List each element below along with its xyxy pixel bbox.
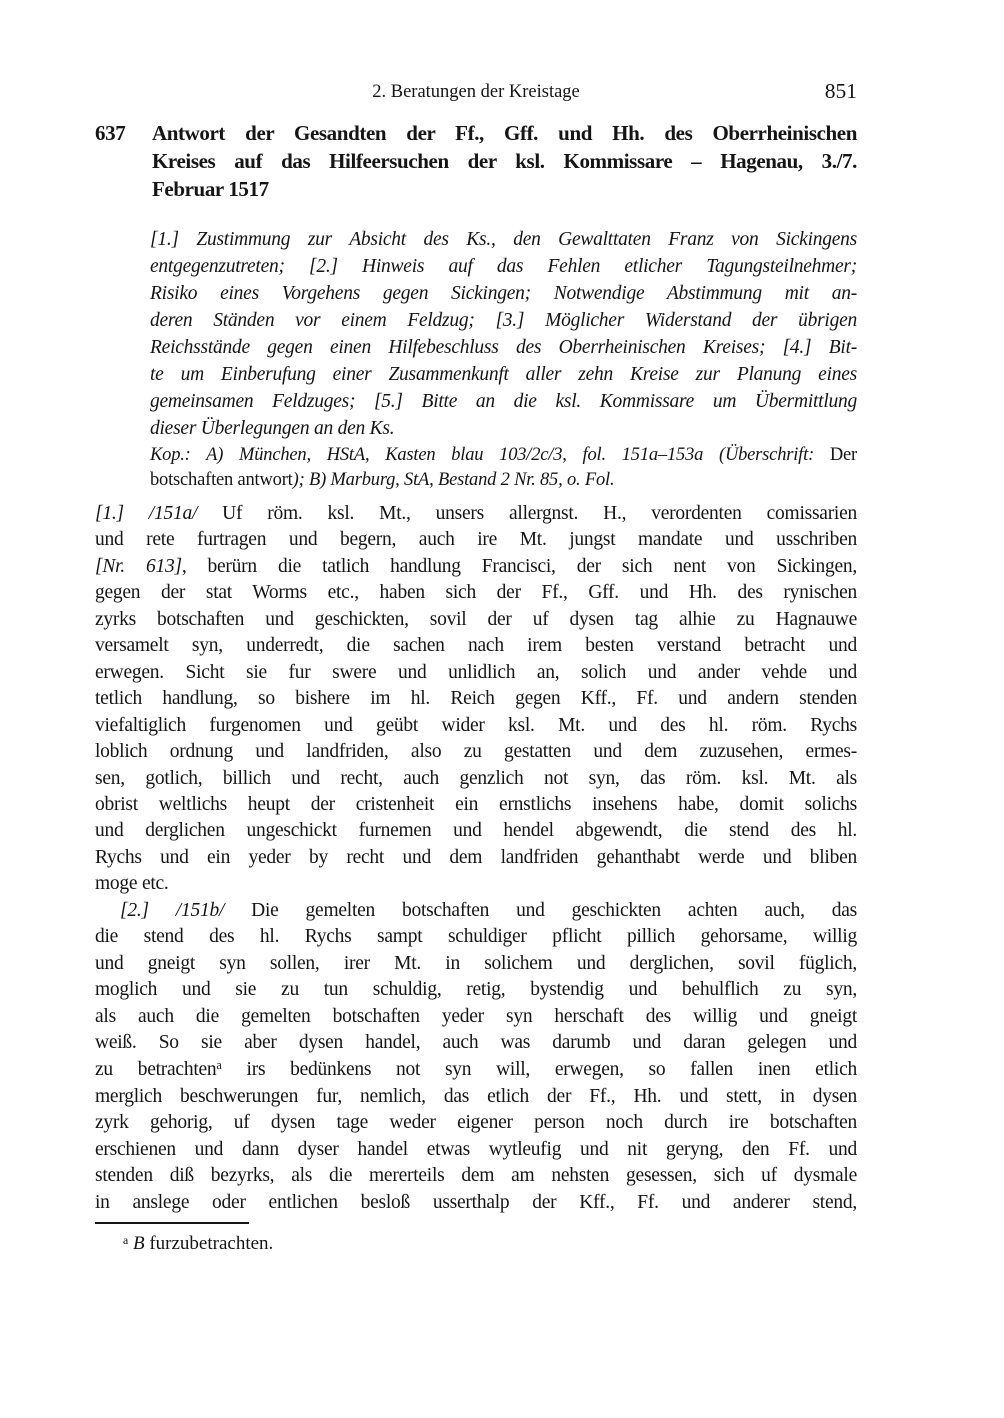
text-line: Februar 1517 [152,177,269,201]
text-line: als auch die gemelten botschaften yeder syn herschaft des willig und gneigt [95,1005,857,1027]
text-line: moglich und sie zu tun schuldig, retig, bystendig und behulflich zu syn, [95,979,857,1001]
summary-regest [150,226,857,442]
text-line: zyrk gehorig, uf dysen tage weder eigener person noch durch ire botschaften [95,1112,857,1134]
text-line: viefaltiglich furgenomen und geübt wider ksl. Mt. und des hl. röm. Rychs [95,714,857,736]
text-line: stenden diß bezyrks, als die mererteils dem am nehsten gesessen, sich uf dysmale [95,1165,857,1187]
text-line: Reichsstände gegen einen Hilfebeschluss des Oberrheinischen Kreises; [4.] Bit- [150,337,857,358]
text-line: Antwort der Gesandten der Ff., Gff. und Hh. des Oberrheinischen [152,121,857,145]
text-line: weiß. So sie aber dysen handel, auch was darumb und daran gelegen und [95,1032,857,1054]
footnote-rule [95,1222,249,1224]
text-line: moge etc. [95,873,169,895]
source-note [150,443,857,492]
page-header [95,80,857,104]
text-line: und rete furtragen und begern, auch ire Mt. jungst mandate und usschriben [95,529,857,551]
text-line: entgegenzutreten; [2.] Hinweis auf das Fehlen etlicher Tagungsteilnehmer; [150,256,857,277]
text-line: zyrks botschaften und geschickten, sovil der uf dysen tag alhie zu Hagnauwe [95,608,857,630]
document-number: 637 [95,121,126,145]
text-line: versamelt syn, underredt, die sachen nach irem besten verstand betracht und [95,635,857,657]
document-title [152,119,857,203]
text-line: loblich ordnung und landfriden, also zu gestatten und dem zuzusehen, ermes- [95,741,857,763]
text-line: te um Einberufung einer Zusammenkunft aller zehn Kreise zur Planung eines [150,364,857,385]
text-line: zu betrachten$^a$ irs bedünkens not syn will, erwegen, so fallen inen etlich [95,1058,857,1080]
text-line: [1.] Zustimmung zur Absicht des Ks., den Gewalttaten Franz von Sickingens [150,229,857,250]
document-body [95,501,857,1216]
text-line: [Nr. 613], berürn die tatlich handlung Francisci, der sich nent von Sickingen, [95,555,857,577]
text-line: [1.] /151a/ Uf röm. ksl. Mt., unsers allergnst. H., verordenten comissarien [95,503,858,524]
text-line: botschaften antwort); B) Marburg, StA, Bestand 2 Nr. 85, o. Fol. [150,469,615,490]
text-line: Rychs und ein yeder by recht und dem landfriden gehanthabt werde und bliben [95,846,857,868]
body-paragraph-2 [95,898,857,1216]
text-line: Kop.: A) München, HStA, Kasten blau 103/2c/3, fol. 151a–153a (Überschrift: Der [150,445,857,465]
text-line: deren Ständen vor einem Feldzug; [3.] Möglicher Widerstand der übrigen [150,310,857,331]
text-line: tetlich handlung, so bishere im hl. Reich gegen Kff., Ff. und andern stenden [95,688,857,710]
text-line: dieser Überlegungen an den Ks. [150,418,395,439]
text-line: gemeinsamen Feldzuges; [5.] Bitte an die ksl. Kommissare um Übermittlung [150,391,857,412]
text-line: erwegen. Sicht sie fur swere und unlidlich an, solich und ander vehde und [95,661,857,683]
text-line: Risiko eines Vorgehens gegen Sickingen; Notwendige Abstimmung mit an- [150,283,857,304]
running-title: 2. Beratungen der Kreistage [372,82,580,102]
text-line: obrist weltlichs heupt der cristenheit ein ernstlichs insehens habe, domit solichs [95,793,857,815]
footnote [95,1231,857,1258]
text-line: $^a$ B furzubetrachten. [123,1233,274,1254]
text-line: sen, gotlich, billich und recht, auch genzlich not syn, das röm. ksl. Mt. als [95,767,857,789]
text-line: Kreises auf das Hilfeersuchen der ksl. Kommissare – Hagenau, 3./7. [152,149,857,173]
text-line: [2.] /151b/ Die gemelten botschaften und geschickten achten auch, das [120,899,857,921]
text-line: merglich beschwerungen fur, nemlich, das etlich der Ff., Hh. und stett, in dysen [95,1085,857,1107]
document-heading [95,119,857,203]
text-line: gegen der stat Worms etc., haben sich der Ff., Gff. und Hh. des rynischen [95,582,857,604]
text-line: in anslege oder entlichen besloß usserthalp der Kff., Ff. und anderer stend, [95,1191,857,1213]
text-line: die stend des hl. Rychs sampt schuldiger pflicht pillich gehorsame, willig [95,926,857,948]
text-line: erschienen und dann dyser handel etwas wytleufig und nit geryng, den Ff. und [95,1138,857,1160]
text-line: und gneigt syn sollen, irer Mt. in solichem und derglichen, sovil füglich, [95,952,857,974]
body-paragraph-1 [95,501,857,898]
text-line: und derglichen ungeschickt furnemen und hendel abgewendt, die stend des hl. [95,820,857,842]
page-number: 851 [824,79,857,103]
